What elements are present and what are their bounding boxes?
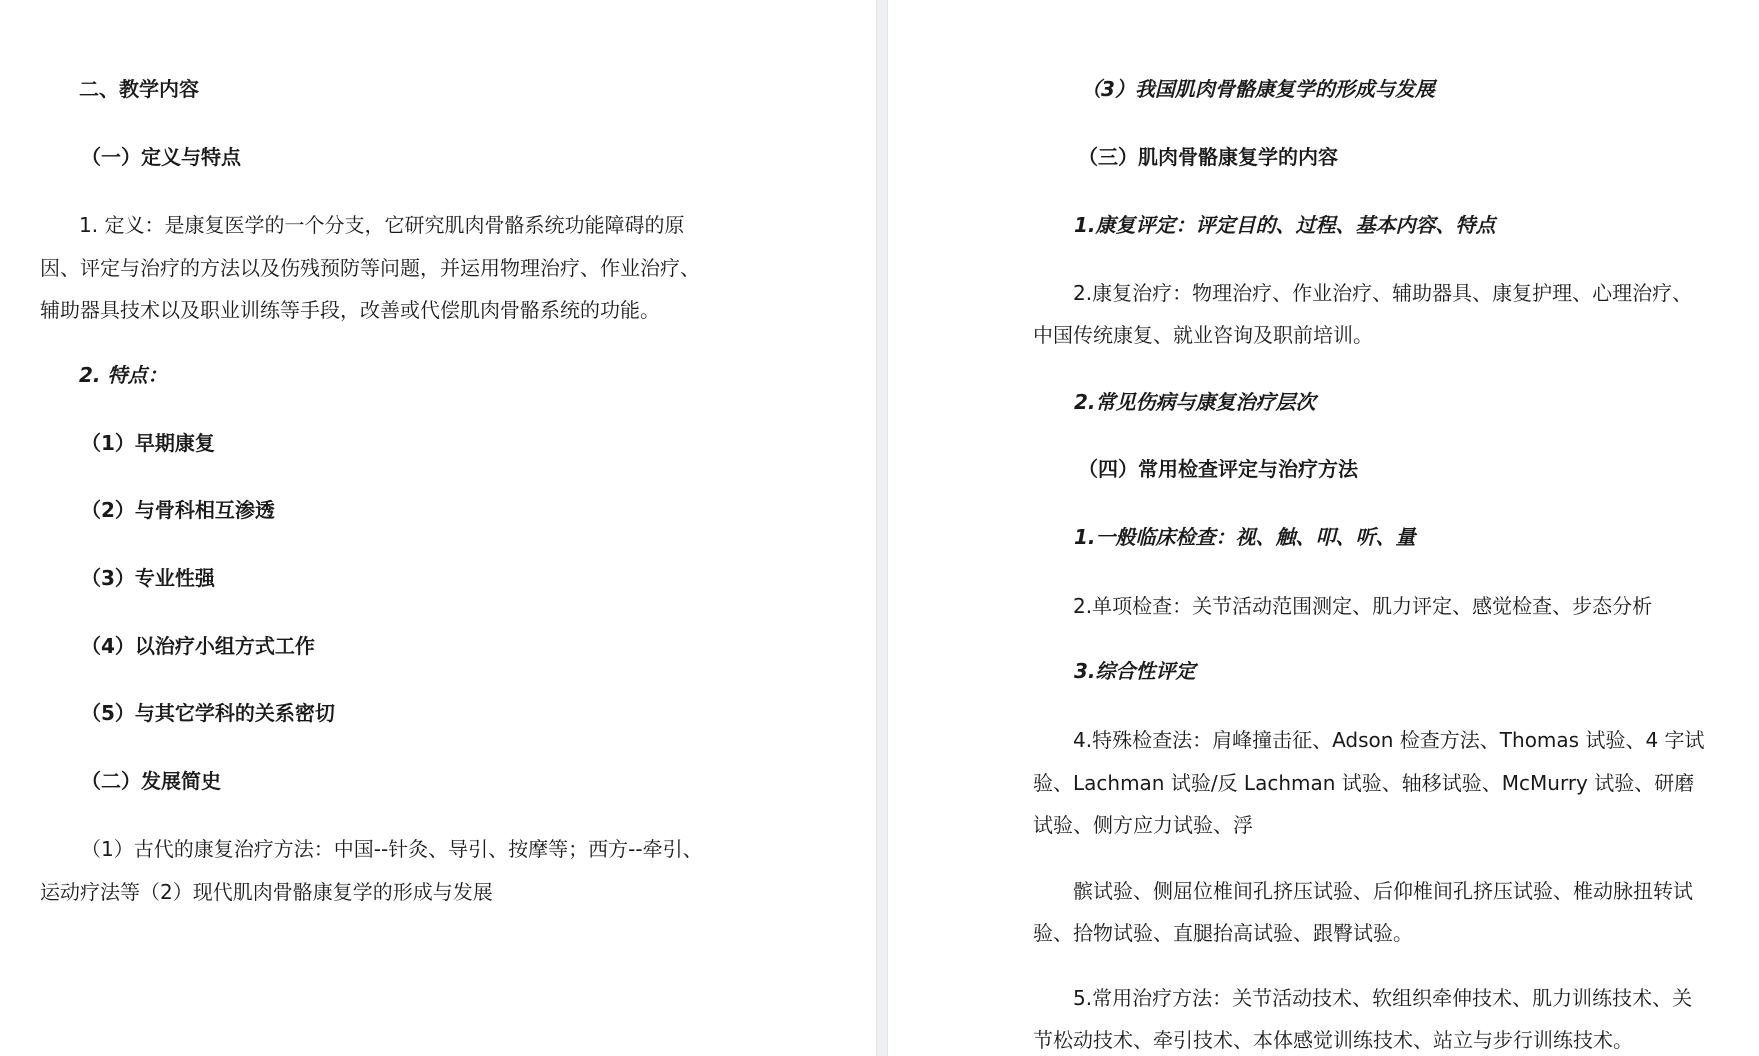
paragraph-line: 5.常用治疗方法：关节活动技术、软组织牵伸技术、肌力训练技术、关 [1073,986,1693,1010]
paragraph-line: 因、评定与治疗的方法以及伤残预防等问题，并运用物理治疗、作业治疗、 [40,256,700,280]
paragraph-line: 2.单项检查：关节活动范围测定、肌力评定、感觉检查、步态分析 [1073,594,1653,618]
document-page-right [888,0,1759,1056]
list-item: （4）以治疗小组方式工作 [81,634,315,658]
list-item: （1）早期康复 [81,431,215,455]
paragraph-line: 4.特殊检查法：肩峰撞击征、Adson 检查方法、Thomas 试验、4 字试 [1073,728,1705,752]
paragraph-line: 中国传统康复、就业咨询及职前培训。 [1033,323,1373,347]
subsection-heading: （四）常用检查评定与治疗方法 [1078,457,1358,481]
document-page-left [0,0,876,1056]
subsection-heading: （一）定义与特点 [81,145,241,169]
item-heading: 2.常见伤病与康复治疗层次 [1074,390,1316,414]
paragraph-line: 验、Lachman 试验/反 Lachman 试验、轴移试验、McMurry 试验、研磨 [1033,771,1695,795]
subsection-heading: （二）发展简史 [81,769,221,793]
paragraph-line: 2.康复治疗：物理治疗、作业治疗、辅助器具、康复护理、心理治疗、 [1073,281,1693,305]
list-item: （3）专业性强 [81,566,215,590]
item-heading: （3）我国肌肉骨骼康复学的形成与发展 [1081,77,1435,101]
paragraph-line: 节松动技术、牵引技术、本体感觉训练技术、站立与步行训练技术。 [1033,1028,1633,1052]
paragraph-line: 1. 定义：是康复医学的一个分支，它研究肌肉骨骼系统功能障碍的原 [79,213,685,237]
list-item: （5）与其它学科的关系密切 [81,701,335,725]
item-heading: 2. 特点： [79,363,168,387]
paragraph-line: （1）古代的康复治疗方法：中国--针灸、导引、按摩等；西方--牵引、 [81,837,703,861]
page-separator [876,0,888,1056]
paragraph-line: 髌试验、侧屈位椎间孔挤压试验、后仰椎间孔挤压试验、椎动脉扭转试 [1073,879,1693,903]
paragraph-line: 验、拾物试验、直腿抬高试验、跟臀试验。 [1033,921,1413,945]
subsection-heading: （三）肌肉骨骼康复学的内容 [1078,145,1338,169]
item-heading: 1.康复评定：评定目的、过程、基本内容、特点 [1074,213,1496,237]
paragraph-line: 辅助器具技术以及职业训练等手段，改善或代偿肌肉骨骼系统的功能。 [40,298,660,322]
section-heading: 二、教学内容 [79,77,199,101]
paragraph-line: 试验、侧方应力试验、浮 [1033,813,1253,837]
item-heading: 1.一般临床检查：视、触、叩、听、量 [1074,525,1416,549]
list-item: （2）与骨科相互渗透 [81,498,275,522]
paragraph-line: 运动疗法等（2）现代肌肉骨骼康复学的形成与发展 [40,880,493,904]
item-heading: 3.综合性评定 [1074,659,1196,683]
